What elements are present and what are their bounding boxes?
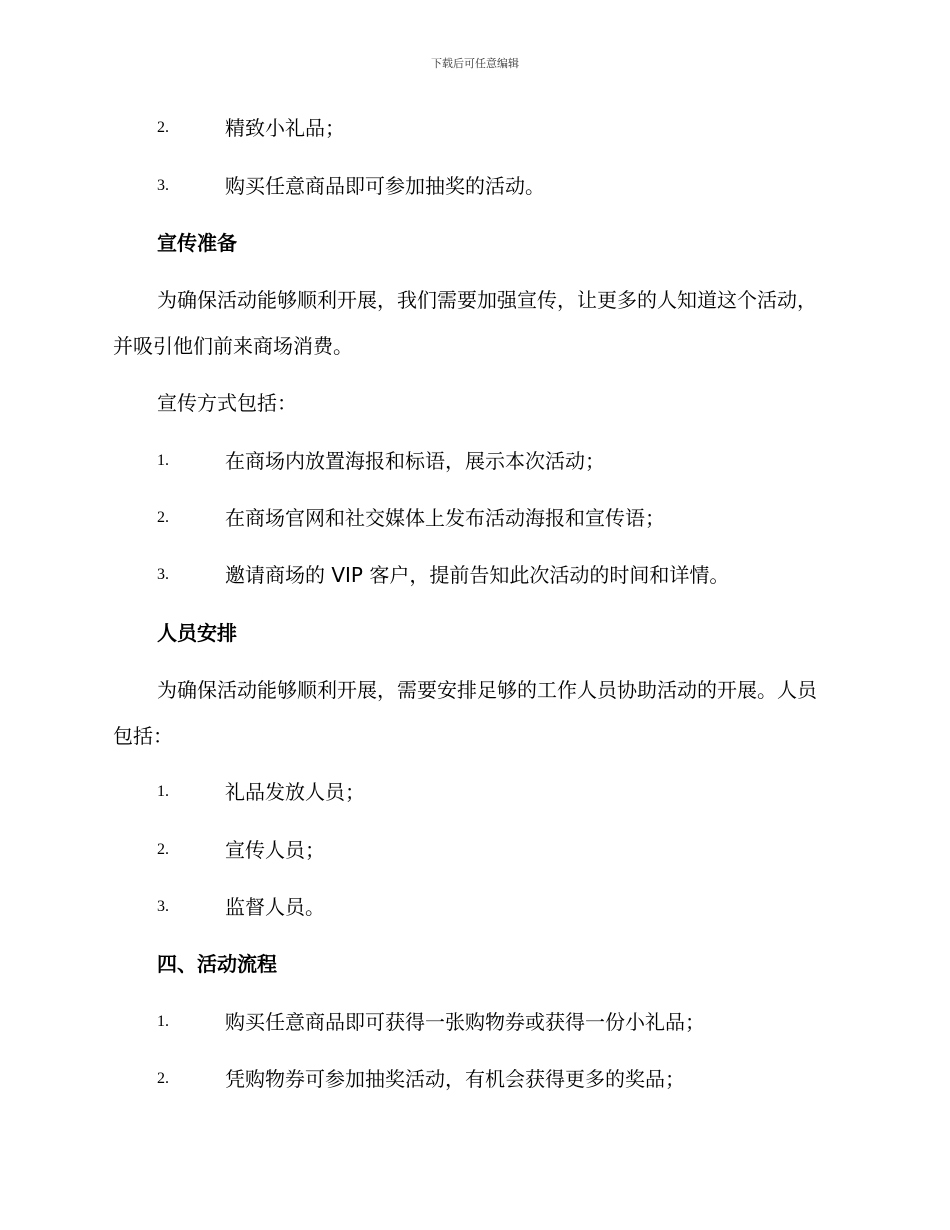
list-number: 2.: [157, 841, 169, 858]
list-number: 2.: [157, 119, 169, 136]
list-number: 3.: [157, 177, 169, 194]
list-text: 邀请商场的 VIP 客户，提前告知此次活动的时间和详情。: [225, 563, 730, 587]
section-heading-staff: 人员安排: [157, 621, 237, 645]
list-text: 监督人员。: [225, 895, 325, 919]
list-text: 在商场内放置海报和标语，展示本次活动；: [225, 449, 605, 473]
section-heading-flow: 四、活动流程: [157, 952, 277, 976]
list-text: 购买任意商品即可获得一张购物券或获得一份小礼品；: [225, 1010, 705, 1034]
section-heading-promo: 宣传准备: [157, 231, 237, 255]
list-number: 3.: [157, 898, 169, 915]
list-text: 凭购物券可参加抽奖活动，有机会获得更多的奖品；: [225, 1067, 685, 1091]
list-text: 宣传人员；: [225, 838, 325, 862]
promo-methods-label: 宣传方式包括：: [157, 391, 297, 415]
list-number: 2.: [157, 1070, 169, 1087]
list-number: 1.: [157, 452, 169, 469]
list-text: 精致小礼品；: [225, 116, 345, 140]
list-text: 礼品发放人员；: [225, 780, 365, 804]
staff-paragraph: 为确保活动能够顺利开展，需要安排足够的工作人员协助活动的开展。人员包括：: [113, 678, 817, 748]
list-number: 1.: [157, 1013, 169, 1030]
list-number: 3.: [157, 566, 169, 583]
page-header: 下载后可任意编辑: [431, 57, 519, 70]
list-text: 在商场官网和社交媒体上发布活动海报和宣传语；: [225, 506, 665, 530]
list-text: 购买任意商品即可参加抽奖的活动。: [225, 174, 545, 198]
list-number: 2.: [157, 509, 169, 526]
list-number: 1.: [157, 783, 169, 800]
promo-paragraph: 为确保活动能够顺利开展，我们需要加强宣传，让更多的人知道这个活动，并吸引他们前来商场消费。: [113, 288, 817, 358]
